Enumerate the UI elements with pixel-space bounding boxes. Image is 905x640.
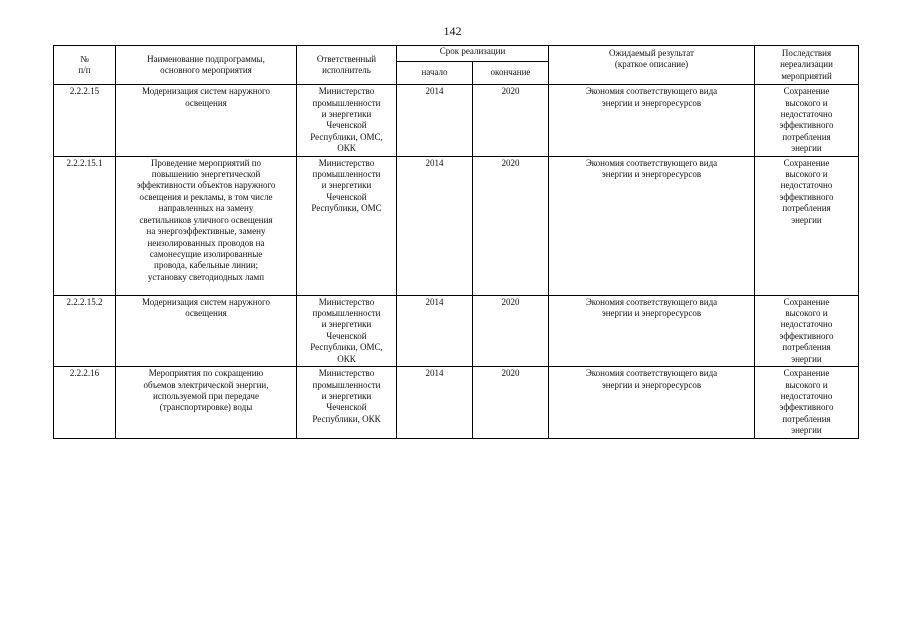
cell-consequences: Сохранение высокого и недостаточно эффективного потребления энергии	[755, 295, 859, 366]
cell-executor: Министерство промышленности и энергетики Чеченской Республики, ОМС, ОКК	[297, 85, 397, 156]
cell-end: 2020	[473, 156, 549, 295]
cell-executor: Министерство промышленности и энергетики Чеченской Республики, ОМС	[297, 156, 397, 295]
header-consequences: Последствия нереализации мероприятий	[755, 46, 859, 85]
cell-num: 2.2.2.15.2	[54, 295, 116, 366]
cell-consequences: Сохранение высокого и недостаточно эффективного потребления энергии	[755, 367, 859, 438]
cell-executor: Министерство промышленности и энергетики Чеченской Республики, ОМС, ОКК	[297, 295, 397, 366]
cell-name: Проведение мероприятий по повышению энергетической эффективности объектов наружного освещения и рекламы, в том числе направленных на замену светильников уличного освещения на энергоэффективные, замену неизолированных проводов на самонесущие изолированные провода, кабельные линии; установку светодиодных ламп	[116, 156, 297, 295]
cell-name: Мероприятия по сокращению объемов электрической энергии, используемой при передаче (транспортировке) воды	[116, 367, 297, 438]
header-start: начало	[397, 61, 473, 84]
header-num: № п/п	[54, 46, 116, 85]
cell-num: 2.2.2.15	[54, 85, 116, 156]
cell-name: Модернизация систем наружного освещения	[116, 85, 297, 156]
cell-result: Экономия соответствующего вида энергии и энергоресурсов	[549, 367, 755, 438]
header-period: Срок реализации	[397, 46, 549, 62]
header-name: Наименование подпрограммы, основного мероприятия	[116, 46, 297, 85]
header-result: Ожидаемый результат (краткое описание)	[549, 46, 755, 85]
table-row	[54, 156, 859, 295]
cell-name: Модернизация систем наружного освещения	[116, 295, 297, 366]
table-row	[54, 85, 859, 156]
cell-end: 2020	[473, 295, 549, 366]
header-executor: Ответственный исполнитель	[297, 46, 397, 85]
program-activities-table	[53, 45, 859, 439]
table-row	[54, 367, 859, 438]
cell-result: Экономия соответствующего вида энергии и энергоресурсов	[549, 295, 755, 366]
table-body	[54, 85, 859, 438]
cell-result: Экономия соответствующего вида энергии и энергоресурсов	[549, 156, 755, 295]
table-row	[54, 295, 859, 366]
header-end: окончание	[473, 61, 549, 84]
cell-executor: Министерство промышленности и энергетики Чеченской Республики, ОКК	[297, 367, 397, 438]
table-header	[54, 46, 859, 85]
cell-start: 2014	[397, 295, 473, 366]
page-number: 142	[443, 24, 462, 38]
header-row-top	[54, 46, 859, 62]
cell-consequences: Сохранение высокого и недостаточно эффективного потребления энергии	[755, 156, 859, 295]
cell-start: 2014	[397, 85, 473, 156]
cell-consequences: Сохранение высокого и недостаточно эффективного потребления энергии	[755, 85, 859, 156]
cell-end: 2020	[473, 367, 549, 438]
cell-start: 2014	[397, 156, 473, 295]
cell-num: 2.2.2.15.1	[54, 156, 116, 295]
cell-num: 2.2.2.16	[54, 367, 116, 438]
cell-result: Экономия соответствующего вида энергии и энергоресурсов	[549, 85, 755, 156]
cell-start: 2014	[397, 367, 473, 438]
cell-end: 2020	[473, 85, 549, 156]
